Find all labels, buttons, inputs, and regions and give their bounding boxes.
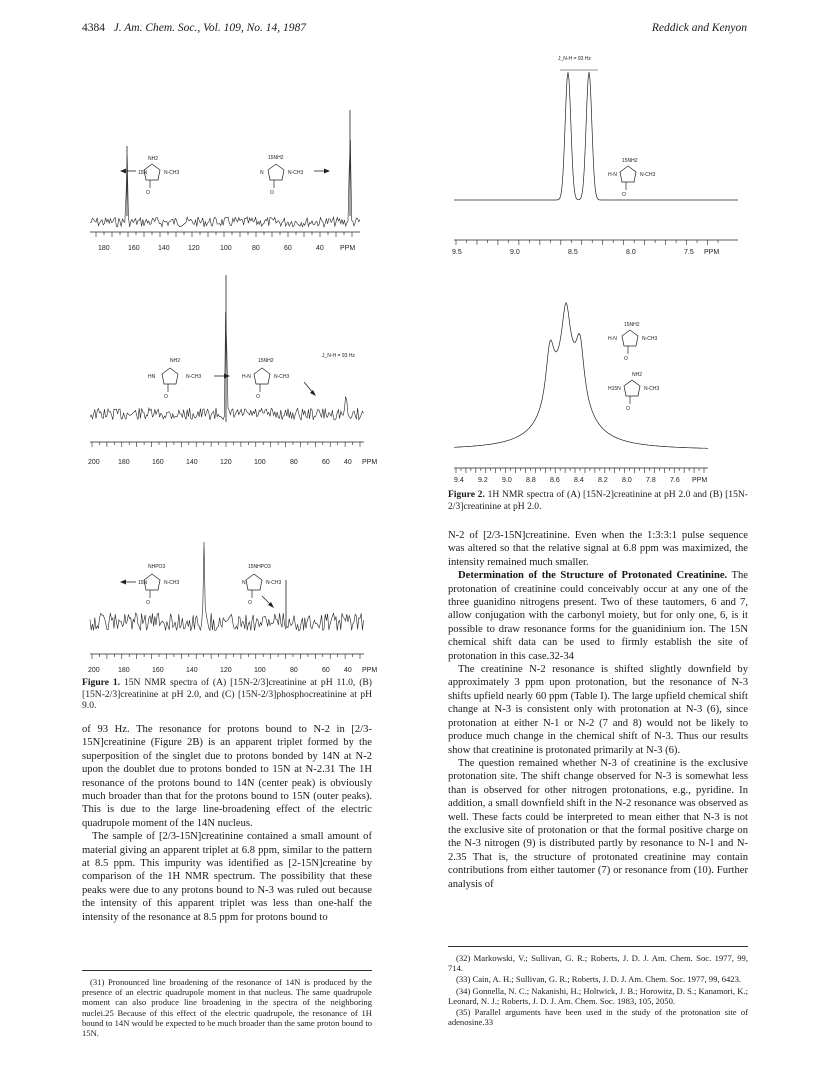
axis-c-label-40: 40 bbox=[344, 667, 352, 674]
section-heading: Determination of the Structure of Protonated Creatinine. bbox=[458, 570, 728, 582]
figure-2-caption bbox=[448, 489, 748, 512]
axis-b-label-80: 80 bbox=[290, 459, 298, 466]
svg-text:N: N bbox=[242, 580, 246, 586]
right-paragraph-4: The question remained whether N-3 of creatinine is the exclusive protonation site. The shift change observed for N-3 is somewhat less than is observed for other nitrogen protonations, e.g., pyridine. In addition, a small downfield shift in the N-2 resonance was observed as well. These facts could be interpreted to mean either that N-3 is not the exclusive site of protonation or that the formal positive charge on the N-3 nitrogen (9) is distributed partly by resonance to N-1 and N-2.35 That is, the structure of protonated creatinine may contain contributions from either tautomer (7) or resonance from (10). Further analysis of bbox=[448, 757, 748, 890]
axis-2b-ticks bbox=[456, 468, 704, 473]
axis-2a-label-7.5: 7.5 bbox=[684, 249, 694, 256]
axis-a-label-80: 80 bbox=[252, 245, 260, 252]
svg-text:O: O bbox=[164, 394, 168, 400]
axis-a-label-ppm: PPM bbox=[340, 245, 356, 252]
structure-2a bbox=[608, 158, 655, 198]
left-paragraph-2: The sample of [2/3-15N]creatinine contained a small amount of material giving an apparent triplet at 6.8 ppm, similar to the pattern at 8.5 ppm. This impurity was identified as [2-15N]creatine by comparison of the 1H NMR spectrum. The possibility that these peaks were due to any protons bound to N-3 was ruled out because the intensity of this apparent triplet was less than one-half the intensity of the resonance at 8.5 ppm for protons bound to bbox=[82, 831, 372, 923]
footnote-rule-right bbox=[448, 946, 748, 947]
spectrum-trace-a bbox=[90, 140, 360, 227]
axis-a-label-180: 180 bbox=[98, 245, 110, 252]
svg-text:N-CH3: N-CH3 bbox=[164, 170, 180, 176]
footnotes-left bbox=[82, 977, 372, 1039]
axis-2b-label-7.6: 7.6 bbox=[670, 477, 680, 484]
figure-2-panel-a bbox=[452, 56, 738, 256]
svg-text:NH2: NH2 bbox=[148, 156, 159, 162]
axis-c-label-60: 60 bbox=[322, 667, 330, 674]
right-paragraph-3: The creatinine N-2 resonance is shifted slightly downfield by approximately 3 ppm upon protonation, but the resonance of N-3 shifts upfield nearly 60 ppm (Table I). The large upfield chemical shift change at N-3 is consistent only with protonation at N-3 (6), since protonation at either N-1 or N-2 (7 and 8) would not be likely to produce much change in the chemical shift of N-3. Thus our results show that creatinine is protonated primarily at N-3 (6). bbox=[448, 664, 748, 756]
spectrum-trace-2b bbox=[454, 303, 708, 449]
svg-text:15NH2: 15NH2 bbox=[622, 158, 638, 164]
axis-2b-label-8.2: 8.2 bbox=[598, 477, 608, 484]
running-header-left bbox=[82, 22, 306, 34]
svg-text:15NH2: 15NH2 bbox=[258, 358, 274, 364]
axis-2a-ticks bbox=[456, 240, 718, 245]
spectrum-trace-b bbox=[90, 312, 364, 420]
svg-text:15NH2: 15NH2 bbox=[624, 322, 640, 328]
left-column-body bbox=[82, 723, 372, 924]
axis-b-label-40: 40 bbox=[344, 459, 352, 466]
axis-2b-label-7.8: 7.8 bbox=[646, 477, 656, 484]
axis-c-label-ppm: PPM bbox=[362, 667, 378, 674]
axis-b-label-160: 160 bbox=[152, 459, 164, 466]
figure-1-caption-label: Figure 1. bbox=[82, 677, 121, 688]
axis-c-label-180: 180 bbox=[118, 667, 130, 674]
footnote-33: (33) Cain, A. H.; Sullivan, G. R.; Roberts, J. D. J. Am. Chem. Soc. 1977, 99, 6423. bbox=[456, 974, 742, 985]
structure-creatinine-right bbox=[260, 155, 330, 196]
structure-creatinine-left bbox=[120, 156, 179, 196]
axis-2a-label-ppm: PPM bbox=[704, 249, 720, 256]
right-paragraph-2 bbox=[448, 569, 748, 663]
svg-text:NHPO3: NHPO3 bbox=[148, 564, 166, 570]
figure-1-panel-a bbox=[90, 110, 360, 252]
svg-text:H-N: H-N bbox=[242, 374, 251, 380]
axis-c-label-80: 80 bbox=[290, 667, 298, 674]
svg-text:15NHPO3: 15NHPO3 bbox=[248, 564, 271, 570]
right-paragraph-2-text: The protonation of creatinine could conceivably occur at any one of the three guanidino nitrogens present. Two of these tautomers, 6 and 7, allow conjugation with the carbonyl moiety, but for only one, 6, is it possible to draw resonance forms for the guanidinium ion. The 15N chemical shift data can be used to firmly establish the site of protonation in this case.32-34 bbox=[448, 570, 748, 662]
svg-text:O: O bbox=[622, 192, 626, 198]
axis-a-label-40: 40 bbox=[316, 245, 324, 252]
axis-2b-label-ppm: PPM bbox=[692, 477, 708, 484]
axis-a-label-100: 100 bbox=[220, 245, 232, 252]
svg-text:O: O bbox=[146, 600, 150, 606]
axis-2b-label-9.0: 9.0 bbox=[502, 477, 512, 484]
axis-b-label-ppm: PPM bbox=[362, 459, 378, 466]
figure-1-caption bbox=[82, 677, 372, 712]
figure-2-caption-text: 1H NMR spectra of (A) [15N-2]creatinine at pH 2.0 and (B) [15N-2/3]creatinine at pH 2.0. bbox=[448, 489, 748, 512]
structure-2b-1 bbox=[608, 322, 657, 362]
svg-text:O: O bbox=[624, 356, 628, 362]
svg-text:HN: HN bbox=[148, 374, 156, 380]
svg-text:H-N: H-N bbox=[608, 172, 617, 178]
axis-b-label-60: 60 bbox=[322, 459, 330, 466]
axis-c-ticks bbox=[92, 654, 360, 659]
svg-text:15NH2: 15NH2 bbox=[268, 155, 284, 161]
svg-text:15N: 15N bbox=[138, 170, 148, 176]
structure-2b-2 bbox=[608, 372, 659, 412]
axis-b-label-200: 200 bbox=[88, 459, 100, 466]
axis-2b-label-8.8: 8.8 bbox=[526, 477, 536, 484]
axis-b-label-100: 100 bbox=[254, 459, 266, 466]
axis-2b-label-9.2: 9.2 bbox=[478, 477, 488, 484]
svg-text:N-CH3: N-CH3 bbox=[288, 170, 304, 176]
axis-2b-label-8.6: 8.6 bbox=[550, 477, 560, 484]
spectrum-trace-2a bbox=[454, 72, 738, 200]
axis-2b-label-8.0: 8.0 bbox=[622, 477, 632, 484]
coupling-label-b: J_N-H = 93 Hz bbox=[322, 353, 355, 359]
axis-2a-label-9.5: 9.5 bbox=[452, 249, 462, 256]
footnote-32: (32) Markowski, V.; Sullivan, G. R.; Roberts, J. D. J. Am. Chem. Soc. 1977, 99, 714. bbox=[448, 953, 748, 974]
svg-text:N-CH3: N-CH3 bbox=[640, 172, 656, 178]
footnote-35: (35) Parallel arguments have been used in the study of the protonation site of adenosine.33 bbox=[448, 1007, 748, 1028]
svg-text:N-CH3: N-CH3 bbox=[266, 580, 282, 586]
axis-a-label-60: 60 bbox=[284, 245, 292, 252]
running-header-authors: Reddick and Kenyon bbox=[651, 22, 747, 34]
figure-1-caption-text: 15N NMR spectra of (A) [15N-2/3]creatinine at pH 11.0, (B) [15N-2/3]creatinine at pH 2.0, and (C) [15N-2/3]phosphocreatinine at pH 9.0. bbox=[82, 677, 372, 712]
axis-b-ticks bbox=[92, 442, 360, 447]
svg-text:H-N: H-N bbox=[608, 336, 617, 342]
svg-text:N-CH3: N-CH3 bbox=[642, 336, 658, 342]
svg-text:NH2: NH2 bbox=[170, 358, 181, 364]
figure-2-panel-b bbox=[454, 303, 708, 484]
journal-citation: J. Am. Chem. Soc., Vol. 109, No. 14, 1987 bbox=[113, 22, 307, 34]
svg-text:N-CH3: N-CH3 bbox=[186, 374, 202, 380]
left-paragraph-1: of 93 Hz. The resonance for protons bound to N-2 in [2/3-15N]creatinine (Figure 2B) is an apparent triplet formed by the superposition of the singlet due to protons bonded by 14N at N-2 upon the doublet due to protons bonded to 15N at N-2.31 The 1H resonance of the protons bound to 14N (center peak) is obviously much broader than that for the protons bound to 15N (outer peaks). This is due to the large line-broadening effect of the electric quadrupole moment of the 14N nucleus. bbox=[82, 724, 372, 829]
axis-c-label-100: 100 bbox=[254, 667, 266, 674]
figure-1 bbox=[82, 40, 378, 640]
footnote-rule-left bbox=[82, 970, 372, 971]
svg-text:N-CH3: N-CH3 bbox=[274, 374, 290, 380]
svg-text:N-CH3: N-CH3 bbox=[164, 580, 180, 586]
right-paragraph-1: N-2 of [2/3-15N]creatinine. Even when the 1:3:3:1 pulse sequence was altered so that the relative signal at 6.8 ppm was maximized, the intensity remained much smaller. bbox=[448, 530, 748, 568]
page-number: 4384 bbox=[82, 22, 105, 34]
coupling-label-2a: J_N-H = 93 Hz bbox=[558, 56, 591, 62]
figure-2 bbox=[448, 40, 748, 490]
figure-1-panel-c-trace bbox=[82, 600, 378, 680]
svg-text:H15N: H15N bbox=[608, 386, 621, 392]
figure-2-caption-label: Figure 2. bbox=[448, 489, 485, 500]
footnote-31: (31) Pronounced line broadening of the resonance of 14N is produced by the presence of an electric quadrupole moment in that nucleus. The same quadrupole moment can also produce line broadening in the spectra of the neighboring nuclei.25 Because of this effect of the electric quadrupole, the resonance of 1H bound to 14N would be expected to be much broader than the same proton bound to 15N. bbox=[82, 977, 372, 1039]
figure-1-panel-b bbox=[88, 275, 377, 466]
axis-2b-label-8.4: 8.4 bbox=[574, 477, 584, 484]
structure-b-1 bbox=[148, 358, 230, 400]
svg-text:NH2: NH2 bbox=[632, 372, 643, 378]
axis-2a-label-8.5: 8.5 bbox=[568, 249, 578, 256]
axis-b-label-120: 120 bbox=[220, 459, 232, 466]
axis-b-label-180: 180 bbox=[118, 459, 130, 466]
axis-a-label-120: 120 bbox=[188, 245, 200, 252]
svg-text:15N: 15N bbox=[138, 580, 148, 586]
footnotes-right bbox=[448, 953, 748, 1028]
axis-2b-label-9.4: 9.4 bbox=[454, 477, 464, 484]
svg-text:O: O bbox=[248, 600, 252, 606]
svg-text:N: N bbox=[260, 170, 264, 176]
svg-text:O: O bbox=[626, 406, 630, 412]
axis-a-label-140: 140 bbox=[158, 245, 170, 252]
axis-c-label-160: 160 bbox=[152, 667, 164, 674]
axis-a-label-160: 160 bbox=[128, 245, 140, 252]
structure-b-2 bbox=[242, 358, 316, 400]
footnote-34: (34) Gonnella, N. C.; Nakanishi, H.; Holtwick, J. B.; Horowitz, D. S.; Kanamori, K.; Leonard, N. J.; Roberts, J. D. J. Am. Chem. Soc. 1983, 105, 2050. bbox=[448, 985, 748, 1006]
axis-2a-label-8.0: 8.0 bbox=[626, 249, 636, 256]
axis-2a-label-9.0: 9.0 bbox=[510, 249, 520, 256]
axis-b-label-140: 140 bbox=[186, 459, 198, 466]
svg-text:O: O bbox=[146, 190, 150, 196]
svg-text:O: O bbox=[256, 394, 260, 400]
axis-c-label-200: 200 bbox=[88, 667, 100, 674]
right-column-body bbox=[448, 529, 748, 891]
axis-a-ticks bbox=[96, 232, 352, 237]
axis-c-label-140: 140 bbox=[186, 667, 198, 674]
svg-text:N-CH3: N-CH3 bbox=[644, 386, 660, 392]
axis-c-label-120: 120 bbox=[220, 667, 232, 674]
svg-text:O: O bbox=[270, 190, 274, 196]
